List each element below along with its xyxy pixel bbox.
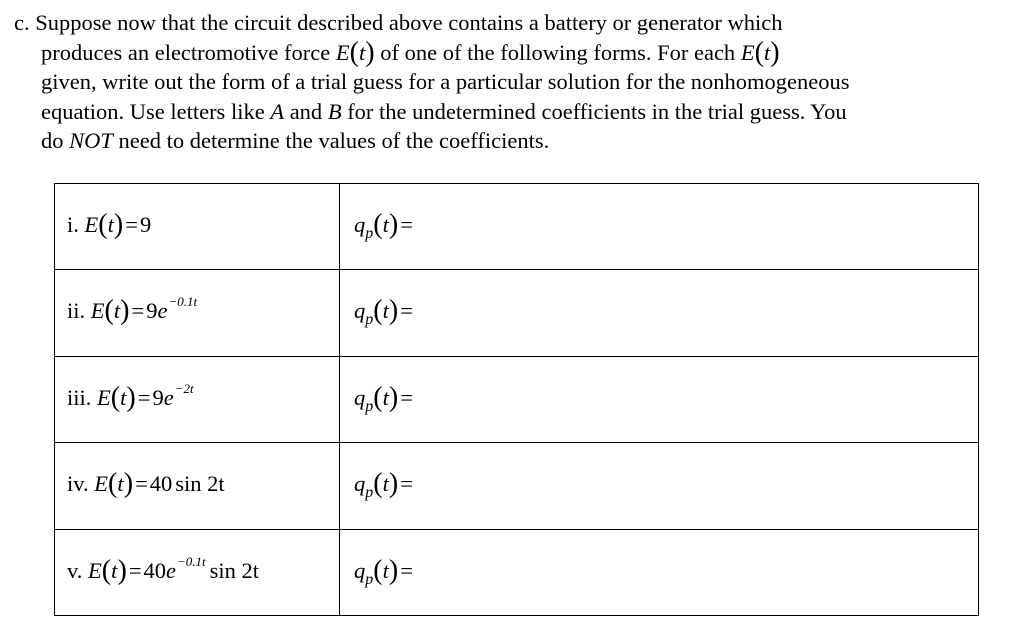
emf-cell: ii. $E(t)=9e^{-0.1t}$ — [55, 270, 340, 356]
answer-cell[interactable]: $q_p(t)=$ — [340, 529, 979, 615]
problem-text: c. Suppose now that the circuit described above contains a battery or generator which — [14, 10, 783, 35]
problem-line-5 — [14, 126, 1004, 156]
emf-symbol: E(t) — [740, 36, 780, 68]
problem-text: given, write out the form of a trial guess for a particular solution for the nonhomogeneous — [41, 69, 850, 94]
emf-cell: i. E(t)=9 — [55, 184, 340, 270]
problem-text: and — [289, 98, 323, 124]
trig-term: sin 2t — [209, 557, 260, 583]
problem-line-2 — [14, 38, 1004, 68]
emf-value: 9 — [152, 384, 164, 410]
row-label: i. — [67, 212, 79, 237]
problem-text: equation. Use letters like — [41, 98, 265, 124]
table-row — [55, 270, 979, 356]
problem-text: produces an electromotive force — [41, 39, 331, 65]
emf-value: 40 — [143, 557, 167, 583]
exponent: −0.1t — [168, 294, 198, 310]
table-row — [55, 356, 979, 442]
table-row — [55, 529, 979, 615]
problem-line-1 — [14, 8, 1004, 38]
emphasis-not: NOT — [69, 128, 113, 153]
emf-value: 40 — [149, 471, 173, 497]
problem-text: of one of the following forms. For each — [380, 39, 736, 65]
answer-cell[interactable]: $q_p(t)=$ — [340, 356, 979, 442]
emf-symbol: E(t) — [335, 36, 375, 68]
table-row — [55, 184, 979, 270]
coefficient-a: A — [270, 98, 285, 124]
emf-value: 9 — [146, 298, 158, 324]
exponent: −2t — [174, 380, 194, 396]
trial-guess-table — [54, 183, 979, 616]
coefficient-b: B — [327, 98, 342, 124]
row-label: iv. — [67, 471, 89, 497]
row-label: ii. — [67, 298, 86, 324]
emf-cell: iv. E(t)=40 sin 2t — [55, 443, 340, 529]
problem-text: for the undetermined coefficients in the trial guess. You — [347, 98, 847, 124]
problem-text: need to determine the values of the coefficients. — [118, 128, 550, 153]
emf-cell: iii. $E(t)=9e^{-2t}$ — [55, 356, 340, 442]
row-label: v. — [67, 557, 83, 583]
answer-cell[interactable]: $q_p(t)=$ — [340, 270, 979, 356]
problem-line-4 — [14, 97, 1004, 127]
problem-statement — [14, 8, 1004, 156]
table-row — [55, 443, 979, 529]
emf-cell: v. $E(t)=40e^{-0.1t}$ sin 2t — [55, 529, 340, 615]
row-label: iii. — [67, 384, 92, 410]
answer-cell[interactable]: $q_p(t)=$ — [340, 184, 979, 270]
problem-line-3 — [14, 67, 1004, 97]
answer-cell[interactable]: $q_p(t)=$ — [340, 443, 979, 529]
trig-term: sin 2t — [175, 471, 225, 497]
problem-text: do — [41, 128, 64, 153]
exponent: −0.1t — [177, 553, 206, 569]
emf-value: 9 — [139, 212, 152, 237]
